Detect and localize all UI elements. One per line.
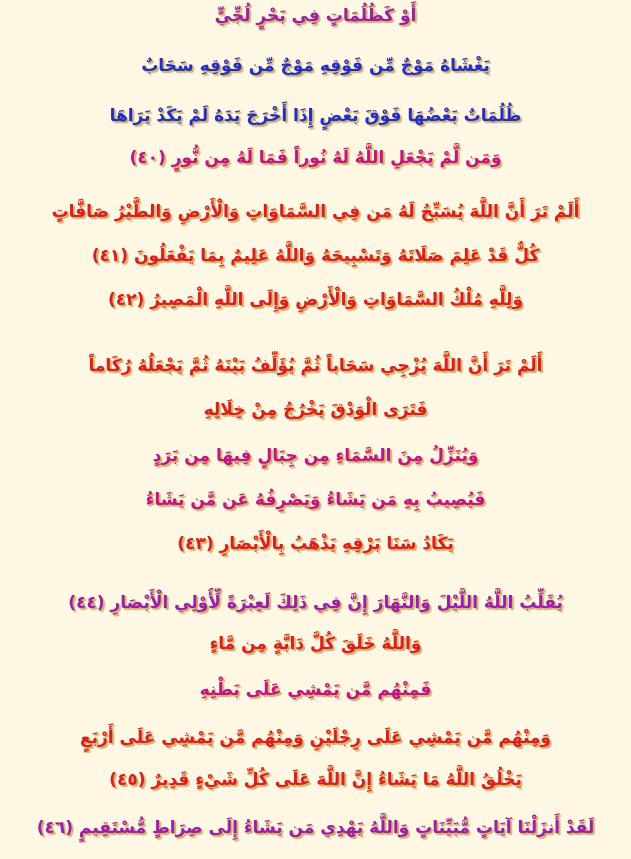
verse-line: وَيُنَزِّلُ مِنَ السَّمَاءِ مِن جِبَالٍ فِيهَا مِن بَرَدٍ bbox=[152, 446, 479, 466]
verse-line: أَوْ كَظُلُمَاتٍ فِي بَحْرٍ لُجِّيٍّ bbox=[214, 6, 417, 26]
verse-line: وَاللَّهُ خَلَقَ كُلَّ دَابَّةٍ مِن مَّاءٍ bbox=[209, 634, 422, 654]
verse-line: لَقَدْ أَنزَلْنَا آيَاتٍ مُّبَيِّنَاتٍ وَاللَّهُ يَهْدِي مَن يَشَاءُ إِلَى صِرَاطٍ مُّسْتَقِيمٍ (٤٦) bbox=[36, 818, 595, 838]
verse-line: كُلٌّ قَدْ عَلِمَ صَلَاتَهُ وَتَسْبِيحَهُ وَاللَّهُ عَلِيمٌ بِمَا يَفْعَلُونَ (٤١) bbox=[91, 246, 540, 266]
verse-line: أَلَمْ تَرَ أَنَّ اللَّهَ يُزْجِي سَحَاباً ثُمَّ يُؤَلِّفُ بَيْنَهُ ثُمَّ يَجْعَلُهُ رُكَاماً bbox=[88, 356, 543, 376]
verse-line: يَكَادُ سَنَا بَرْقِهِ يَذْهَبُ بِالْأَبْصَارِ (٤٣) bbox=[177, 534, 454, 554]
verse-line: وَمَن لَّمْ يَجْعَلِ اللَّهُ لَهُ نُوراً فَمَا لَهُ مِن نُّورٍ (٤٠) bbox=[129, 148, 502, 168]
verse-line: أَلَمْ تَرَ أَنَّ اللَّهَ يُسَبِّحُ لَهُ مَن فِي السَّمَاوَاتِ وَالْأَرْضِ وَالطَّيْرُ صَافَّاتٍ bbox=[51, 202, 580, 222]
verse-line: يَخْلُقُ اللَّهُ مَا يَشَاءُ إِنَّ اللَّهَ عَلَى كُلِّ شَيْءٍ قَدِيرٌ (٤٥) bbox=[109, 770, 522, 790]
verse-line: وَمِنْهُم مَّن يَمْشِي عَلَى رِجْلَيْنِ وَمِنْهُم مَّن يَمْشِي عَلَى أَرْبَعٍ bbox=[80, 728, 551, 748]
verse-line: يُقَلِّبُ اللَّهُ اللَّيْلَ وَالنَّهَارَ إِنَّ فِي ذَلِكَ لَعِبْرَةً لِّأُوْلِي الْأَبْصَارِ (٤٤) bbox=[68, 593, 563, 613]
verse-line: يَغْشَاهُ مَوْجٌ مِّن فَوْقِهِ مَوْجٌ مِّن فَوْقِهِ سَحَابٌ bbox=[141, 56, 490, 76]
verse-line: وَلِلَّهِ مُلْكُ السَّمَاوَاتِ وَالْأَرْضِ وَإِلَى اللَّهِ الْمَصِيرُ (٤٢) bbox=[107, 290, 524, 310]
verse-line: فَتَرَى الْوَدْقَ يَخْرُجُ مِنْ خِلَالِهِ bbox=[203, 400, 428, 420]
verse-line: فَمِنْهُم مَّن يَمْشِي عَلَى بَطْنِهِ bbox=[199, 680, 432, 700]
verse-line: ظُلُمَاتٌ بَعْضُهَا فَوْقَ بَعْضٍ إِذَا أَخْرَجَ يَدَهُ لَمْ يَكَدْ يَرَاهَا bbox=[109, 106, 522, 126]
verse-line: فَيُصِيبُ بِهِ مَن يَشَاءُ وَيَصْرِفُهُ عَن مَّن يَشَاءُ bbox=[145, 490, 486, 510]
